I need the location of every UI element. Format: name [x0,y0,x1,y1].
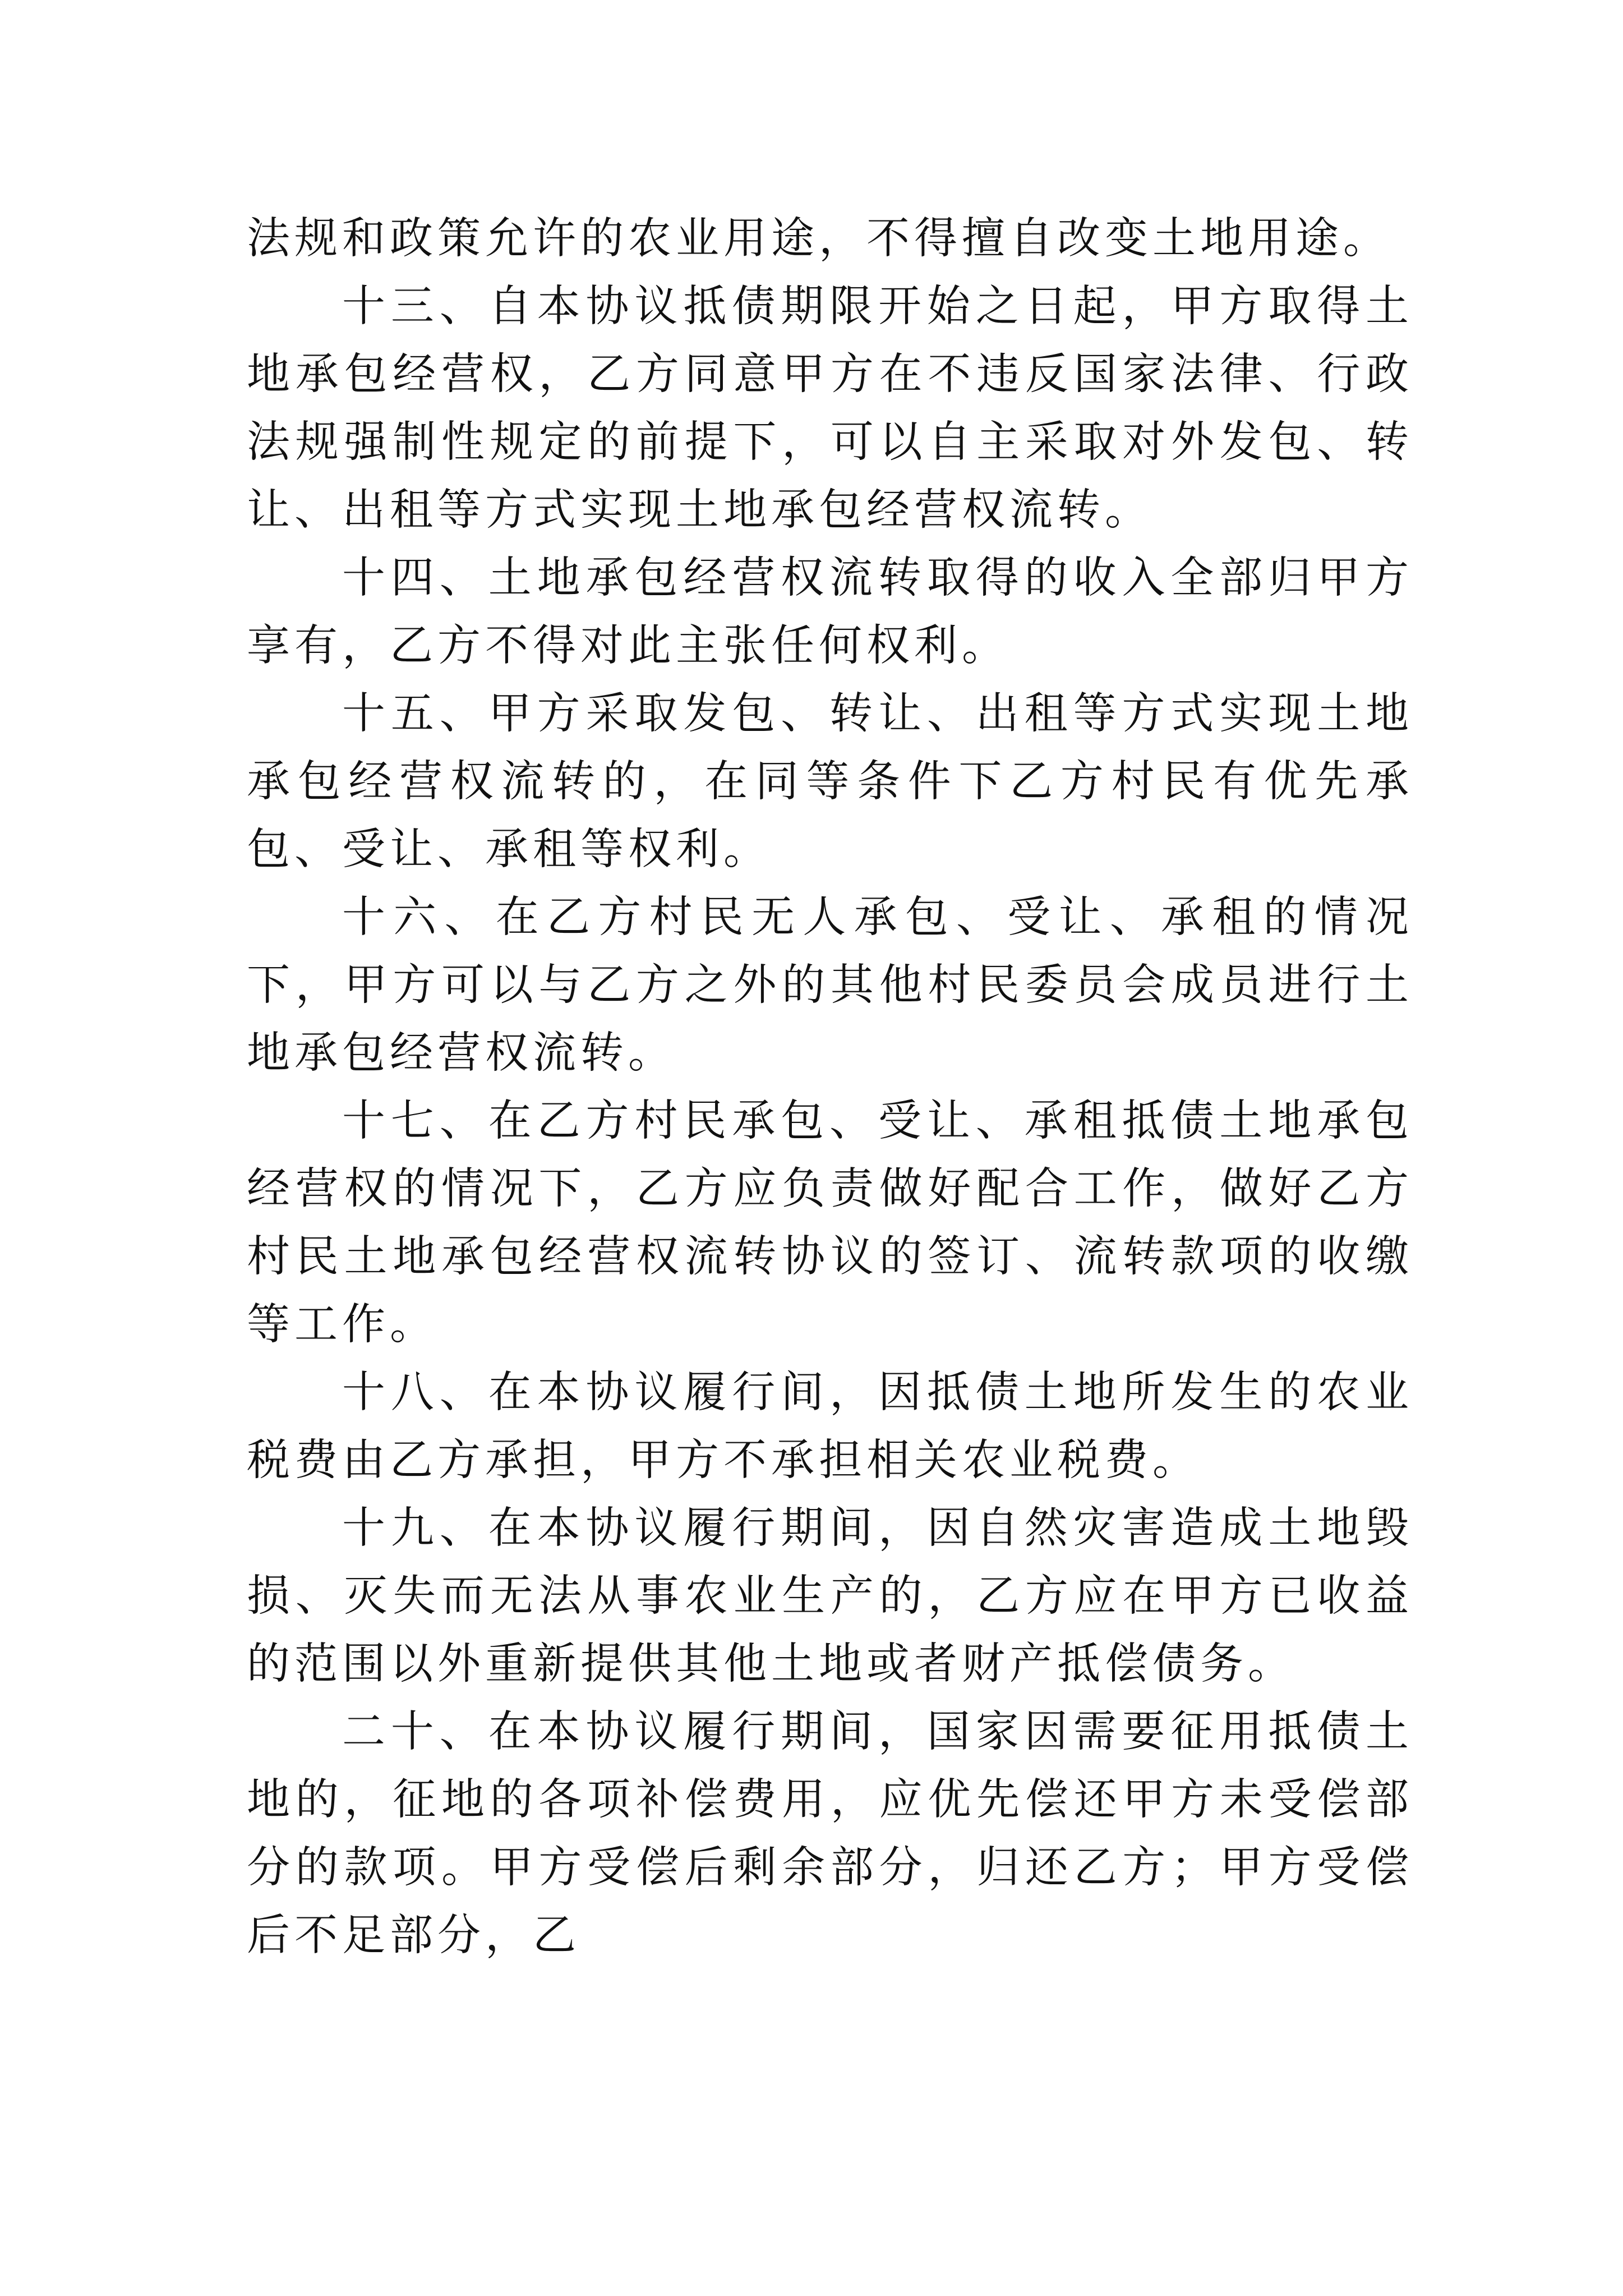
paragraph-continuation: 法规和政策允许的农业用途，不得擅自改变土地用途。 [247,214,1391,264]
clause-15: 十五、甲方采取发包、转让、出租等方式实现土地承包经营权流转的，在同等条件下乙方村民有优先承包、受让、承租等权利。 [247,689,1413,875]
clause-17: 十七、在乙方村民承包、受让、承租抵债土地承包经营权的情况下，乙方应负责做好配合工作，做好乙方村民土地承包经营权流转协议的签订、流转款项的收缴等工作。 [247,1096,1413,1350]
clause-20: 二十、在本协议履行期间，国家因需要征用抵债土地的，征地的各项补偿费用，应优先偿还甲方未受偿部分的款项。甲方受偿后剩余部分，归还乙方；甲方受偿后不足部分，乙 [247,1707,1413,1961]
clause-14: 十四、土地承包经营权流转取得的收入全部归甲方享有，乙方不得对此主张任何权利。 [247,553,1413,671]
clause-16: 十六、在乙方村民无人承包、受让、承租的情况下，甲方可以与乙方之外的其他村民委员会成员进行土地承包经营权流转。 [247,892,1413,1078]
document-body [247,205,1413,1970]
clause-18: 十八、在本协议履行间，因抵债土地所发生的农业税费由乙方承担，甲方不承担相关农业税费。 [247,1368,1413,1485]
clause-13: 十三、自本协议抵债期限开始之日起，甲方取得土地承包经营权，乙方同意甲方在不违反国家法律、行政法规强制性规定的前提下，可以自主采取对外发包、转让、出租等方式实现土地承包经营权流转。 [247,282,1413,535]
clause-19: 十九、在本协议履行期间，因自然灾害造成土地毁损、灭失而无法从事农业生产的，乙方应在甲方已收益的范围以外重新提供其他土地或者财产抵偿债务。 [247,1503,1413,1689]
